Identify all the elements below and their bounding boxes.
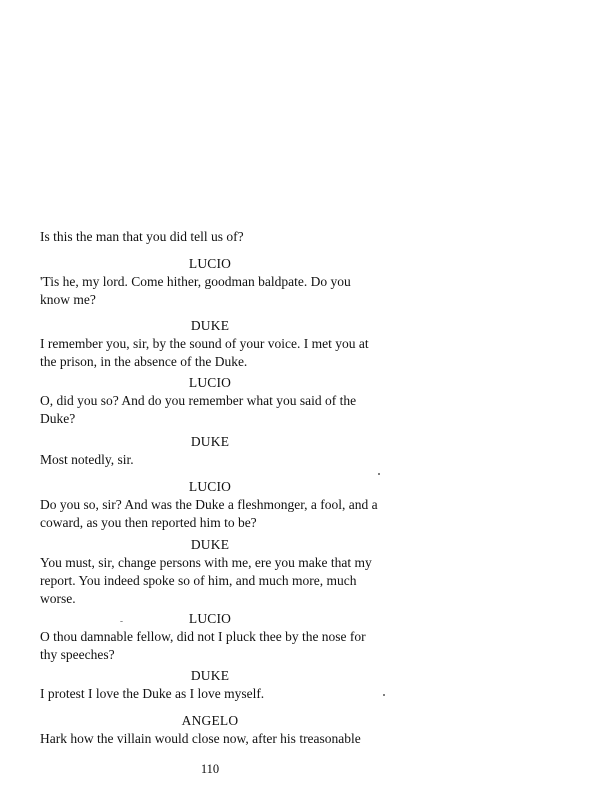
page-number: 110 <box>200 762 220 776</box>
speaker-lucio: LUCIO <box>188 256 232 271</box>
dialogue-line: 'Tis he, my lord. Come hither, goodman baldpate. Do you know me? <box>40 274 351 307</box>
scan-speck <box>383 694 385 696</box>
speaker-lucio: LUCIO <box>188 611 232 626</box>
dialogue-line: I protest I love the Duke as I love myself. <box>40 686 265 701</box>
dialogue-line: O thou damnable fellow, did not I pluck thee by the nose for thy speeches? <box>40 629 366 662</box>
dialogue-line: Do you so, sir? And was the Duke a fleshmonger, a fool, and a coward, as you then reported him to be? <box>40 497 378 530</box>
dialogue-line: O, did you so? And do you remember what you said of the Duke? <box>40 393 357 426</box>
speaker-duke: DUKE <box>190 537 230 552</box>
dialogue-line: I remember you, sir, by the sound of your voice. I met you at the prison, in the absence of the Duke. <box>40 336 369 369</box>
speaker-lucio: LUCIO <box>188 375 232 390</box>
dialogue-line: You must, sir, change persons with me, ere you make that my report. You indeed spoke so of him, and much more, much worse. <box>40 555 372 606</box>
scan-speck <box>378 473 380 475</box>
opening-line: Is this the man that you did tell us of? <box>40 229 244 244</box>
scan-speck <box>120 621 123 622</box>
speaker-duke: DUKE <box>190 668 230 683</box>
speaker-duke: DUKE <box>190 434 230 449</box>
dialogue-line: Most notedly, sir. <box>40 452 134 467</box>
speaker-duke: DUKE <box>190 318 230 333</box>
speaker-lucio: LUCIO <box>188 479 232 494</box>
dialogue-line: Hark how the villain would close now, after his treasonable <box>40 731 361 746</box>
speaker-angelo: ANGELO <box>181 713 239 728</box>
